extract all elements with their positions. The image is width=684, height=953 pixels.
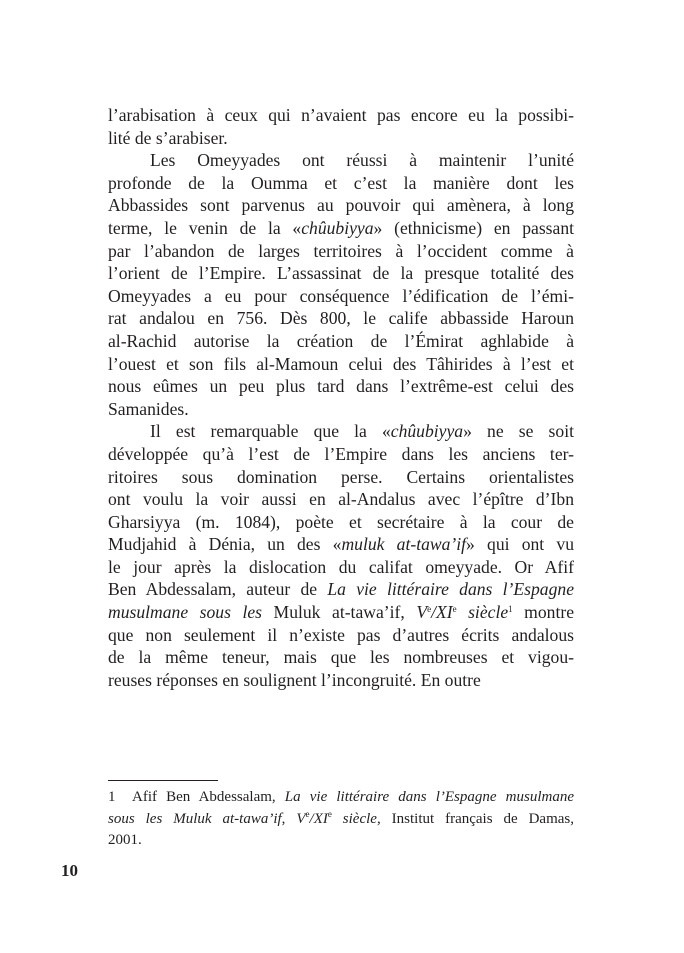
- text-line: Mudjahid à Dénia, un des «muluk at-tawa’if» qui ont vu: [108, 534, 574, 555]
- text-line: Ben Abdessalam, auteur de La vie littéraire dans l’Espagne: [108, 579, 575, 600]
- footnotes: [108, 787, 574, 852]
- text-line: al-Rachid autorise la création de l’Émirat aghlabide à: [108, 330, 574, 351]
- text-line: l’orient de l’Empire. L’assassinat de la presque totalité des: [108, 263, 574, 284]
- footnote: [108, 787, 574, 852]
- footnote-line: 2001.: [108, 832, 142, 848]
- text-line: de la même teneur, mais que les nombreuses et vigou-: [108, 647, 574, 668]
- footnote-line: sous les Muluk at-tawa’if, Ve/XIe siècle, Institut français de Damas,: [108, 808, 575, 827]
- text-line: profonde de la Oumma et c’est la manière dont les: [108, 172, 574, 193]
- text-line: Samanides.: [108, 398, 189, 419]
- text-line: rat andalou en 756. Dès 800, le calife abbasside Haroun: [108, 308, 574, 329]
- footnote-number: 1: [108, 789, 116, 805]
- text-line: Abbassides sont parvenus au pouvoir qui amènera, à long: [108, 195, 574, 216]
- text-line: l’ouest et son fils al-Mamoun celui des Tâhirides à l’est et: [108, 353, 574, 374]
- paragraph: [108, 420, 574, 691]
- text-line: développée qu’à l’est de l’Empire dans les anciens ter-: [108, 443, 574, 464]
- page-number: 10: [61, 861, 78, 880]
- footnote-line: 1 Afif Ben Abdessalam, La vie littéraire dans l’Espagne musulmane: [108, 787, 574, 809]
- text-line: lité de s’arabiser.: [108, 127, 228, 148]
- text-line: Il est remarquable que la «chûubiyya» ne se soit: [150, 421, 574, 442]
- text-line: nous eûmes un peu plus tard dans l’extrême-est celui des: [108, 376, 574, 397]
- text-line: Gharsiyya (m. 1084), poète et secrétaire à la cour de: [108, 511, 574, 532]
- text-line: ritoires sous domination perse. Certains orientalistes: [108, 466, 574, 487]
- paragraph: [108, 149, 574, 420]
- text-line: l’arabisation à ceux qui n’avaient pas encore eu la possibi-: [108, 105, 574, 125]
- text-line: par l’abandon de larges territoires à l’occident comme à: [108, 240, 574, 261]
- text-line: Omeyyades a eu pour conséquence l’édification de l’émi-: [108, 285, 574, 306]
- text-line: reuses réponses en soulignent l’incongruité. En outre: [108, 669, 481, 690]
- footnote-separator: [108, 780, 218, 781]
- body-text: [108, 104, 574, 691]
- text-line: terme, le venin de la «chûubiyya» (ethnicisme) en passant: [108, 217, 575, 238]
- text-line: le jour après la dislocation du califat omeyyade. Or Afif: [108, 556, 574, 577]
- paragraph: [108, 104, 574, 149]
- text-line: ont voulu la voir aussi en al-Andalus avec l’épître d’Ibn: [108, 489, 574, 510]
- text-line: musulmane sous les Muluk at-tawa’if, Ve/XIe siècle$^1$ montre: [108, 602, 575, 623]
- text-line: Les Omeyyades ont réussi à maintenir l’unité: [150, 150, 574, 171]
- text-line: que non seulement il n’existe pas d’autres écrits andalous: [108, 624, 574, 645]
